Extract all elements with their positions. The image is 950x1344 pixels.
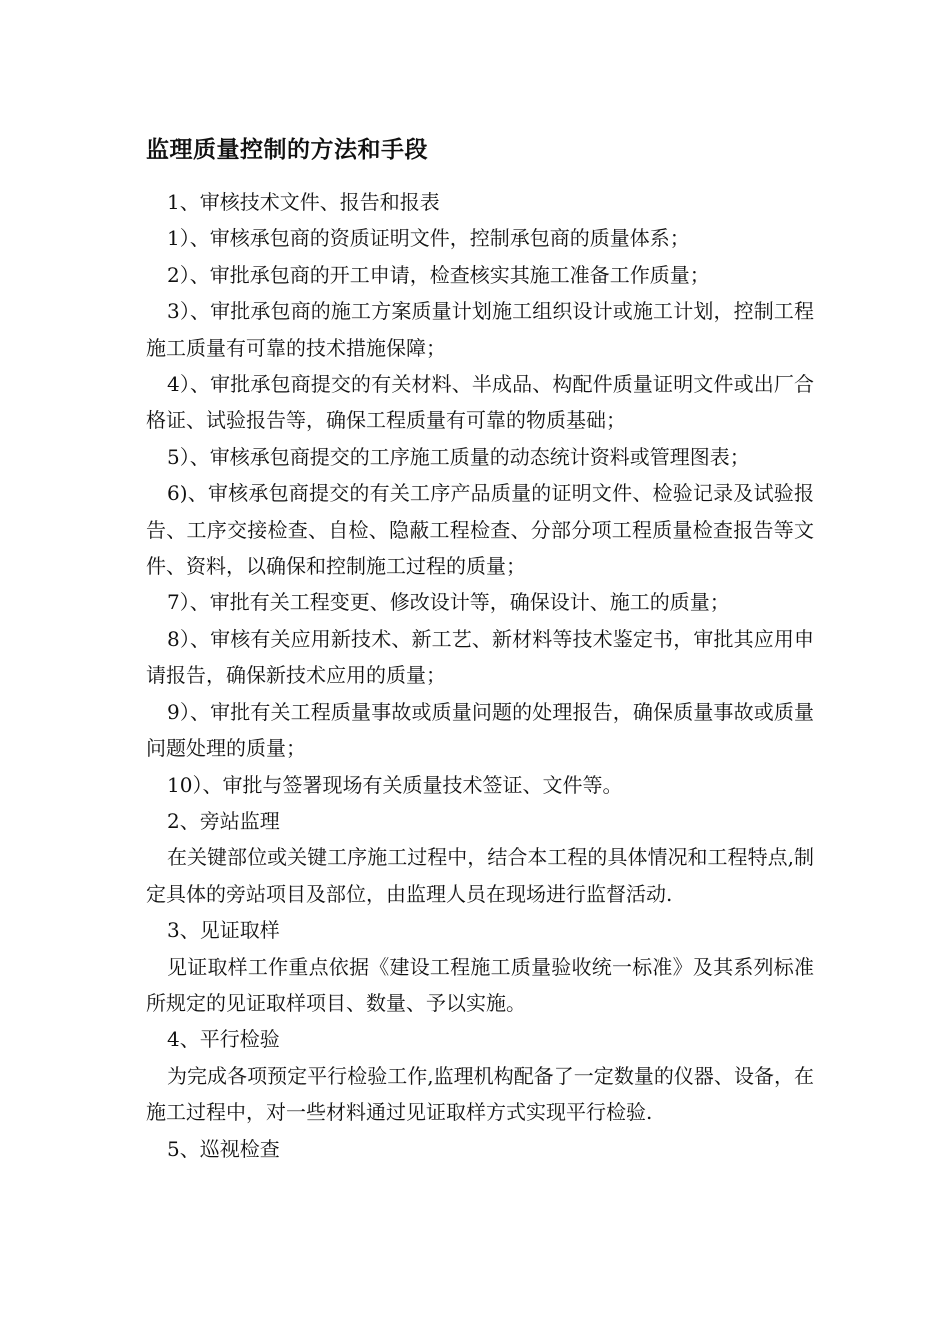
paragraph-item-3: 3）、审批承包商的施工方案质量计划施工组织设计或施工计划，控制工程施工质量有可靠的技术措施保障； xyxy=(146,299,814,360)
paragraph-section-3-body: 见证取样工作重点依据《建设工程施工质量验收统一标准》及其系列标准所规定的见证取样项目、数量、予以实施。 xyxy=(146,954,814,1015)
paragraph-section-5-heading: 5、巡视检查 xyxy=(167,1136,280,1161)
paragraph-item-9: 9）、审批有关工程质量事故或质量问题的处理报告，确保质量事故或质量问题处理的质量； xyxy=(146,699,814,761)
paragraph-item-4: 4）、审批承包商提交的有关材料、半成品、构配件质量证明文件或出厂合格证、试验报告等，确保工程质量有可靠的物质基础； xyxy=(146,372,814,433)
paragraph-item-8: 8）、审核有关应用新技术、新工艺、新材料等技术鉴定书，审批其应用申请报告，确保新技术应用的质量； xyxy=(146,626,814,688)
paragraph-item-2: 2）、审批承包商的开工申请，检查核实其施工准备工作质量； xyxy=(167,262,710,287)
document-title: 监理质量控制的方法和手段 xyxy=(146,136,428,163)
paragraph-section-2-heading: 2、旁站监理 xyxy=(167,808,280,833)
paragraph-section-4-heading: 4、平行检验 xyxy=(167,1027,280,1052)
paragraph-item-1: 1）、审核承包商的资质证明文件，控制承包商的质量体系； xyxy=(167,226,690,251)
paragraph-item-5: 5）、审核承包商提交的工序施工质量的动态统计资料或管理图表； xyxy=(167,444,750,469)
paragraph-item-10: 10）、审批与签署现场有关质量技术签证、文件等。 xyxy=(167,772,623,797)
paragraph-section-4-body: 为完成各项预定平行检验工作,监理机构配备了一定数量的仪器、设备，在施工过程中，对一些材料通过见证取样方式实现平行检验. xyxy=(146,1063,814,1125)
paragraph-section-2-body: 在关键部位或关键工序施工过程中，结合本工程的具体情况和工程特点,制定具体的旁站项目及部位，由监理人员在现场进行监督活动. xyxy=(146,845,814,906)
paragraph-item-6: 6)、审核承包商提交的有关工序产品质量的证明文件、检验记录及试验报告、工序交接检查、自检、隐蔽工程检查、分部分项工程质量检查报告等文件、资料，以确保和控制施工过程的质量； xyxy=(146,481,814,579)
document-body xyxy=(146,184,814,1167)
paragraph-section-1-heading: 1、审核技术文件、报告和报表 xyxy=(167,190,440,214)
paragraph-section-3-heading: 3、见证取样 xyxy=(167,918,280,943)
paragraph-item-7: 7）、审批有关工程变更、修改设计等，确保设计、施工的质量； xyxy=(167,590,730,615)
